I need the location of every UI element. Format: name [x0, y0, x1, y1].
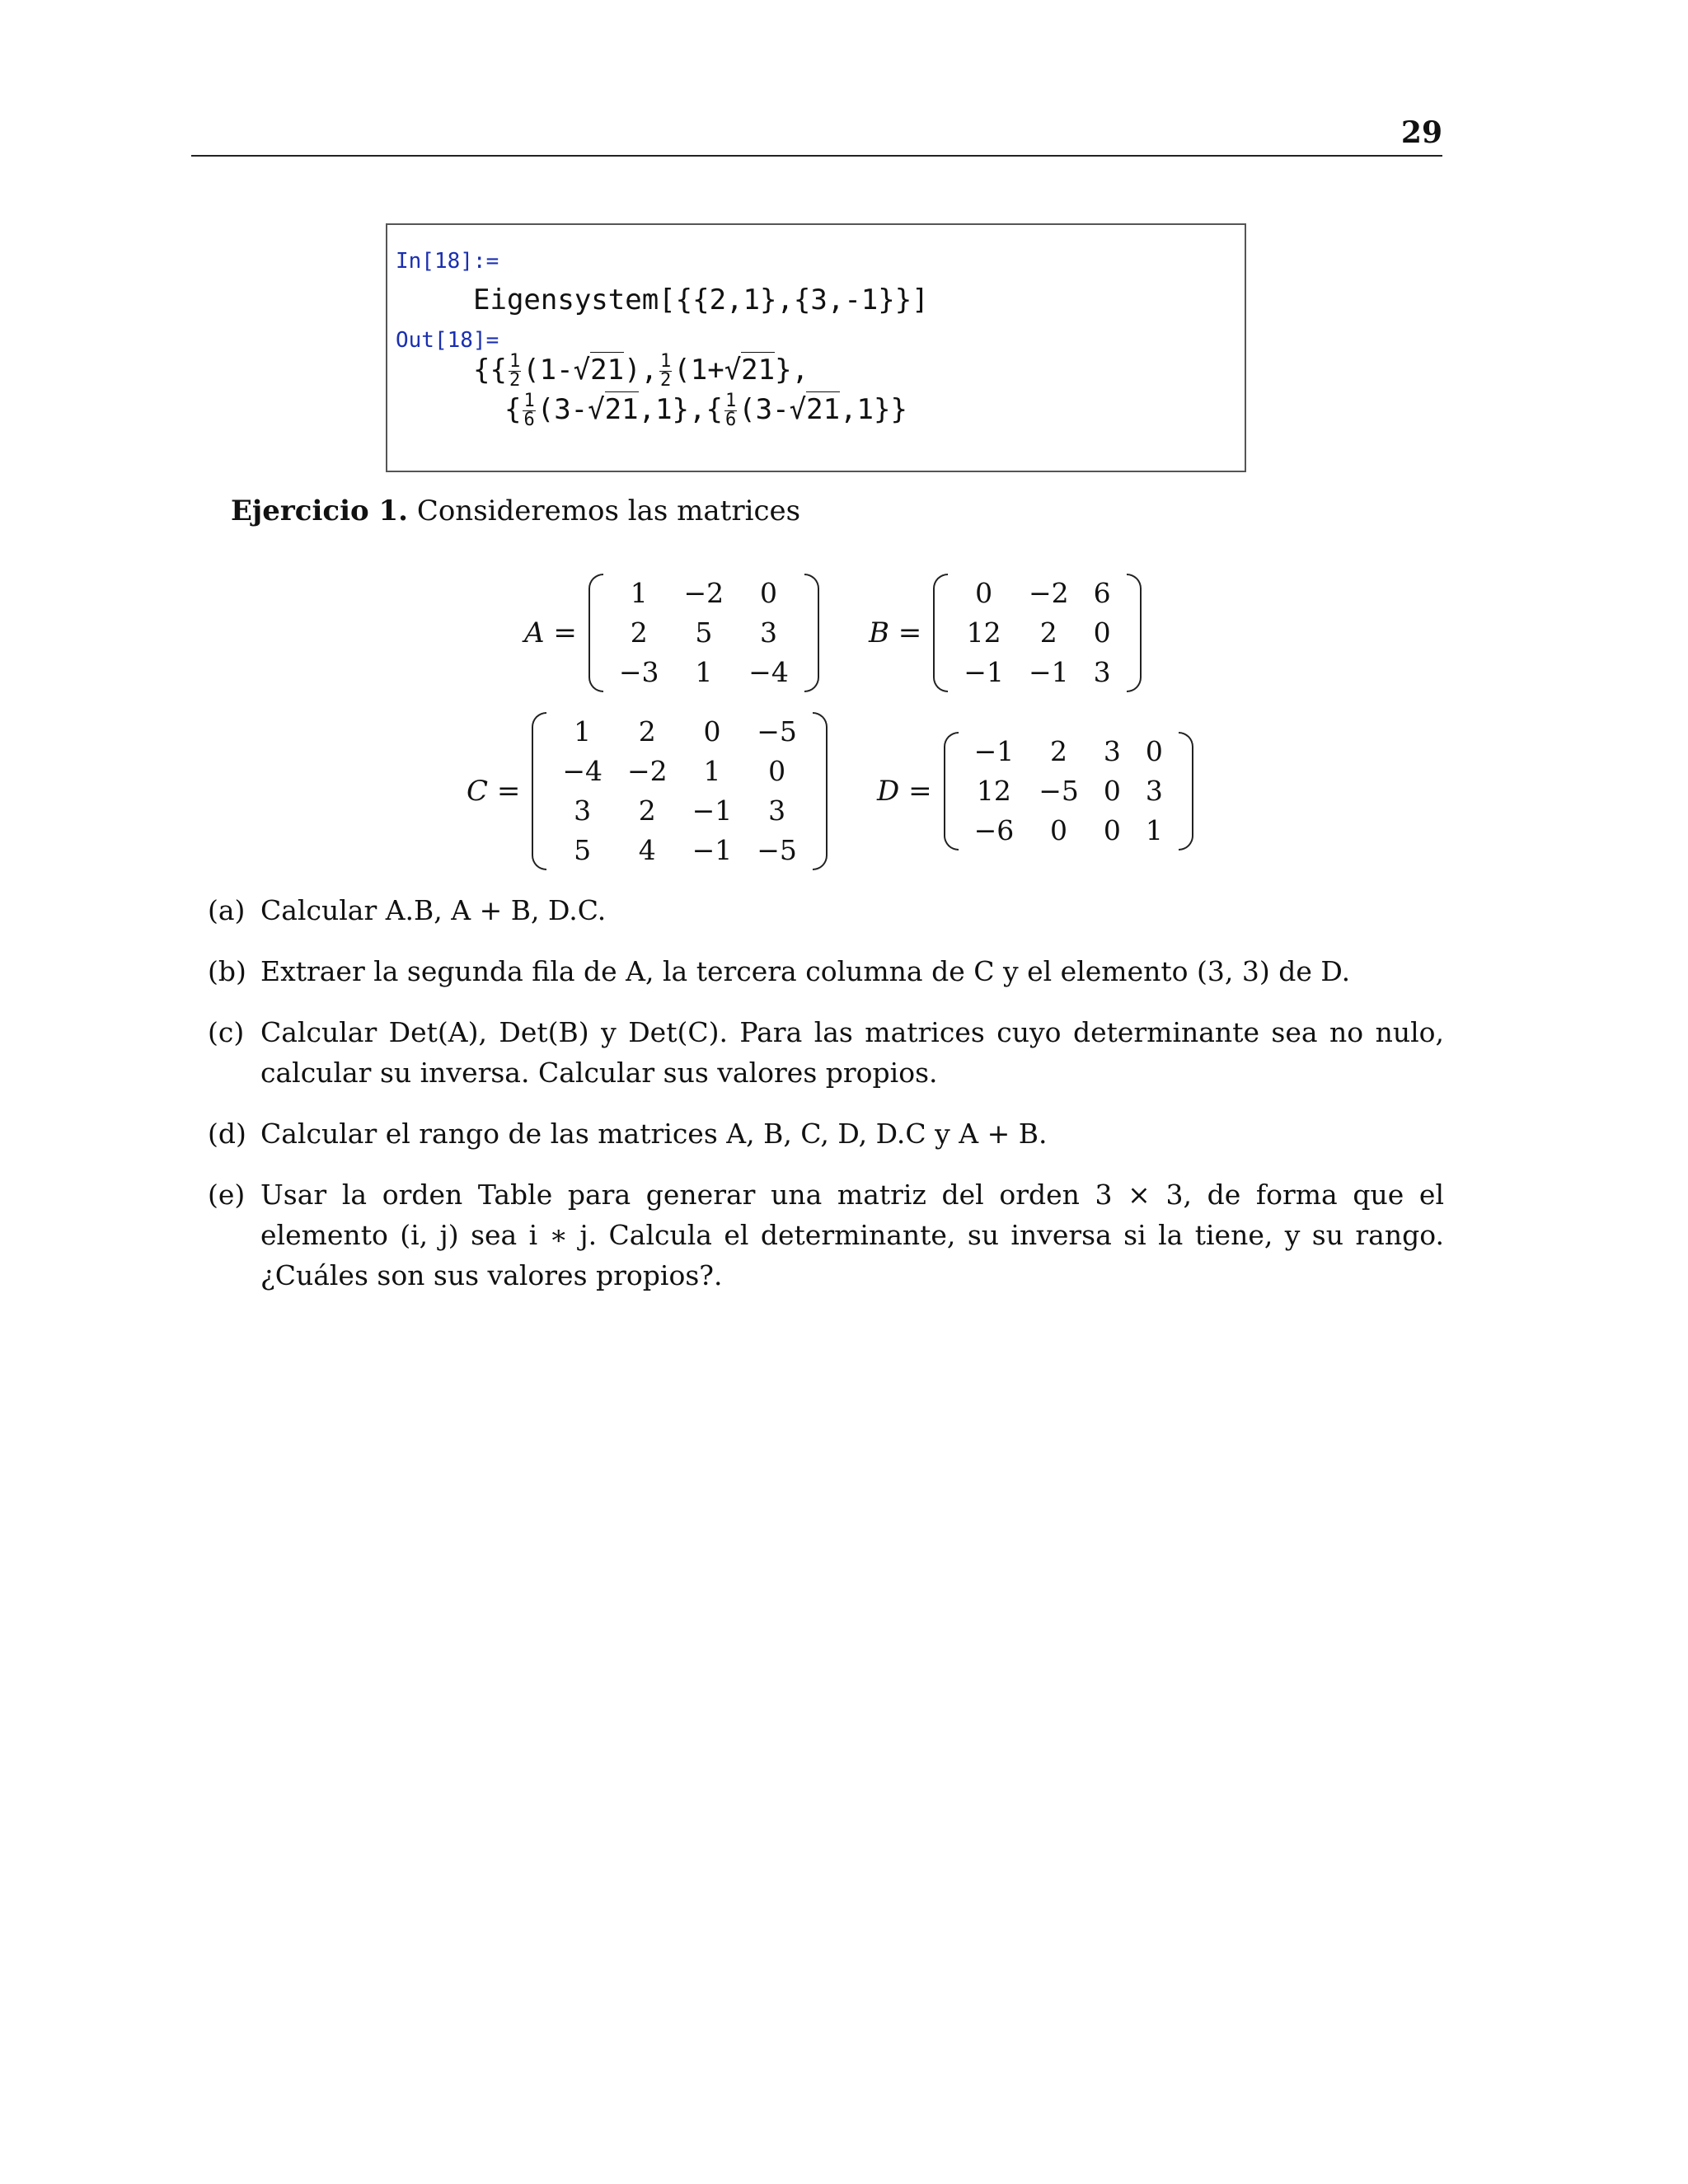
- matrix-row: [951, 574, 1123, 613]
- matrix-entry: 6: [1093, 577, 1111, 609]
- matrix-entry: 1: [574, 715, 592, 748]
- matrix-entry: −5: [757, 834, 797, 866]
- fraction-sixth: $\frac{1}{6}$: [724, 391, 737, 430]
- matrix-row: [607, 653, 801, 692]
- output-label: Out[18]=: [396, 328, 499, 353]
- matrix-entry: −4: [748, 656, 789, 688]
- item-label: (e): [208, 1179, 246, 1211]
- matrix-entry: 1: [695, 656, 713, 688]
- matrix-entry: −1: [692, 794, 733, 827]
- matrix-entry: 3: [1093, 656, 1111, 688]
- matrix-row: [962, 771, 1175, 811]
- input-label: In[18]:=: [396, 249, 499, 274]
- item-text: Calcular A.B, A + B, D.C.: [260, 894, 607, 926]
- matrix-entry: −3: [618, 656, 659, 688]
- matrix-entry: 1: [630, 577, 648, 609]
- matrix-row: [607, 574, 801, 613]
- matrix-entry: 2: [1039, 616, 1057, 649]
- matrix-row: [962, 811, 1175, 851]
- matrix-label: A =: [524, 616, 577, 649]
- item-label: (b): [208, 955, 246, 987]
- exercise-item: [208, 951, 1444, 991]
- matrix-label: C =: [467, 775, 521, 808]
- matrix-entry: 1: [703, 755, 721, 787]
- matrix-entry: −1: [692, 834, 733, 866]
- exercise-heading: Ejercicio 1. Consideremos las matrices: [231, 494, 801, 527]
- notebook-cell: [386, 223, 1246, 472]
- matrix-entry: −2: [683, 577, 724, 609]
- matrix-b: [933, 574, 1141, 692]
- fraction-half: $\frac{1}{2}$: [509, 351, 521, 391]
- sqrt-21: √21: [573, 354, 625, 387]
- matrix-b-block: [869, 574, 1142, 692]
- matrix-entry: 0: [1050, 814, 1068, 846]
- matrix-row: [550, 791, 809, 831]
- matrix-entry: 2: [1050, 735, 1068, 767]
- matrix-entry: 3: [574, 794, 592, 827]
- matrix-row: [951, 653, 1123, 692]
- matrix-entry: 3: [1103, 735, 1121, 767]
- matrix-row: [951, 613, 1123, 653]
- exercise-item: [208, 1012, 1444, 1093]
- matrix-entry: 1: [1145, 814, 1163, 846]
- matrix-entry: 12: [976, 775, 1011, 807]
- matrix-entry: −2: [626, 755, 668, 787]
- matrix-entry: 0: [703, 715, 721, 748]
- item-label: (c): [208, 1016, 245, 1048]
- output-line-2: { $\frac{1}{6}$ (3-√21,1},{ $\frac{1}{6}$ (3-√21,1}}: [504, 391, 907, 430]
- matrix-row: [550, 712, 809, 752]
- matrix-entry: 0: [1145, 735, 1163, 767]
- matrix-entry: −1: [964, 656, 1004, 688]
- matrix-d-block: [877, 732, 1193, 851]
- input-code: Eigensystem[{{2,1},{3,-1}}]: [473, 284, 929, 316]
- matrix-label: B =: [869, 616, 922, 649]
- exercise-item: [208, 1113, 1444, 1154]
- matrix-entry: −2: [1028, 577, 1069, 609]
- header-rule: [191, 155, 1442, 157]
- matrix-entry: −1: [973, 735, 1015, 767]
- matrix-entry: 3: [760, 616, 777, 649]
- matrix-entry: 2: [638, 794, 656, 827]
- sqrt-21: √21: [789, 393, 841, 426]
- exercise-item: [208, 1174, 1444, 1296]
- matrix-a: [588, 574, 819, 692]
- matrix-entry: 12: [966, 616, 1001, 649]
- matrix-row: [607, 613, 801, 653]
- matrix-a-block: [524, 574, 819, 692]
- matrix-entry: 0: [1093, 616, 1111, 649]
- matrix-entry: −5: [1039, 775, 1079, 807]
- item-text: Extraer la segunda fila de A, la tercera columna de C y el elemento (3, 3) de D.: [260, 955, 1351, 987]
- matrix-entry: 3: [1145, 775, 1163, 807]
- output-line-1: {{ $\frac{1}{2}$ (1-√21), $\frac{1}{2}$ (1+√21},: [473, 351, 809, 391]
- item-label: (a): [208, 894, 246, 926]
- item-text: Usar la orden Table para generar una matriz del orden 3 × 3, de forma que el elemento (i, j) sea i ∗ j. Calcula el determinante, su inversa si la tiene, y su rango. ¿Cuáles son sus valores propios?.: [260, 1179, 1444, 1291]
- exercise-item: [208, 890, 1444, 930]
- matrix-entry: 0: [1103, 814, 1121, 846]
- matrix-entry: 0: [1103, 775, 1121, 807]
- matrix-entry: 2: [638, 715, 656, 748]
- page-number: 29: [1400, 115, 1442, 150]
- item-label: (d): [208, 1118, 246, 1150]
- matrix-c: [532, 712, 828, 870]
- matrix-row: [962, 732, 1175, 771]
- matrix-entry: −5: [757, 715, 797, 748]
- matrix-entry: 0: [975, 577, 993, 609]
- sqrt-21: √21: [588, 393, 639, 426]
- matrix-c-block: [467, 712, 828, 870]
- item-text: Calcular el rango de las matrices A, B, C, D, D.C y A + B.: [260, 1118, 1048, 1150]
- fraction-sixth: $\frac{1}{6}$: [523, 391, 535, 430]
- exercise-items: [208, 890, 1444, 1316]
- matrix-entry: 5: [695, 616, 713, 649]
- matrix-row: [550, 752, 809, 791]
- fraction-half: $\frac{1}{2}$: [660, 351, 672, 391]
- matrix-label: D =: [877, 775, 932, 808]
- matrix-entry: 0: [760, 577, 777, 609]
- matrix-entry: 0: [768, 755, 786, 787]
- matrix-row: [550, 831, 809, 870]
- matrix-entry: 5: [574, 834, 592, 866]
- matrix-d: [944, 732, 1193, 851]
- item-text: Calcular Det(A), Det(B) y Det(C). Para las matrices cuyo determinante sea no nulo, calcular su inversa. Calcular sus valores propios.: [260, 1016, 1444, 1089]
- matrix-entry: 4: [638, 834, 656, 866]
- matrix-entry: 2: [630, 616, 648, 649]
- matrix-entry: −1: [1028, 656, 1069, 688]
- sqrt-21: √21: [724, 354, 776, 387]
- matrix-entry: −6: [973, 814, 1015, 846]
- matrix-entry: −4: [562, 755, 603, 787]
- matrix-entry: 3: [768, 794, 786, 827]
